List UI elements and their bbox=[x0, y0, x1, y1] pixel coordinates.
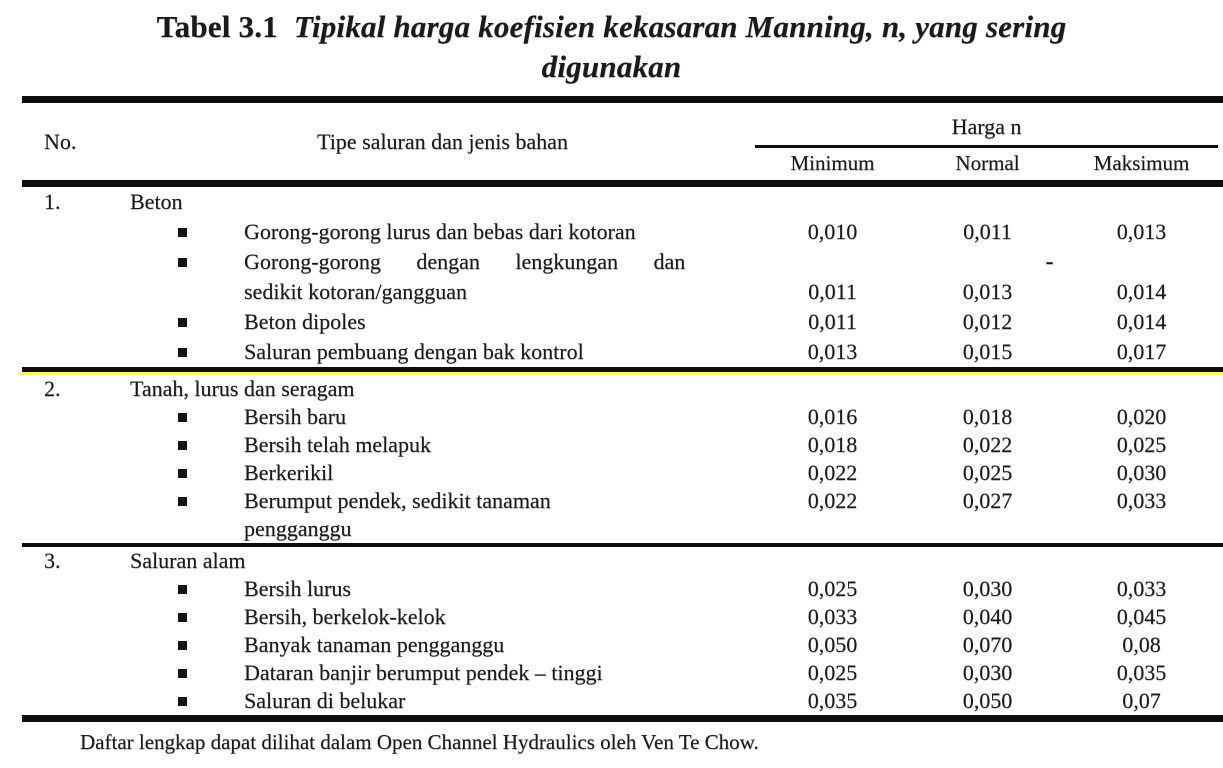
max-value: 0,017 bbox=[1116, 339, 1167, 364]
min-value: 0,018 bbox=[807, 432, 858, 457]
max-value: 0,025 bbox=[1116, 432, 1167, 457]
footnote: Daftar lengkap dapat dilihat dalam Open Channel Hydraulics oleh Ven Te Chow. bbox=[80, 730, 759, 754]
table-row bbox=[22, 247, 1218, 277]
max-value: 0,020 bbox=[1116, 404, 1167, 429]
table-header bbox=[22, 103, 1218, 180]
table-row bbox=[22, 575, 1218, 603]
max-value: 0,033 bbox=[1116, 576, 1167, 601]
row-label: Beton dipoles bbox=[244, 309, 366, 334]
normal-value: 0,030 bbox=[962, 660, 1013, 685]
sub-headers bbox=[755, 148, 1218, 179]
min-value: 0,050 bbox=[807, 632, 858, 657]
row-label: Bersih, berkelok-kelok bbox=[244, 604, 446, 629]
row-label: Banyak tanaman pengganggu bbox=[244, 632, 505, 657]
row-label: Gorong-gorong dengan lengkungan dan bbox=[244, 249, 686, 274]
column-header-normal: Normal bbox=[955, 151, 1020, 175]
table-row bbox=[22, 603, 1218, 631]
bullet-icon bbox=[178, 585, 187, 594]
bullet-icon bbox=[178, 469, 187, 478]
bullet-icon bbox=[178, 318, 187, 327]
row-label: Bersih telah melapuk bbox=[244, 432, 431, 457]
normal-value: 0,022 bbox=[962, 432, 1013, 457]
normal-value: 0,013 bbox=[962, 279, 1013, 304]
bullet-icon bbox=[178, 228, 187, 237]
bullet-icon bbox=[178, 497, 187, 506]
section-name: Beton bbox=[130, 189, 183, 214]
row-label: Saluran di belukar bbox=[244, 688, 406, 713]
max-value: 0,014 bbox=[1116, 279, 1167, 304]
bullet-icon bbox=[178, 641, 187, 650]
min-value: 0,010 bbox=[807, 219, 858, 244]
section-header-row bbox=[22, 375, 1218, 403]
row-label: Bersih baru bbox=[244, 404, 347, 429]
section-header-row bbox=[22, 547, 1218, 575]
section-number: 1. bbox=[44, 189, 61, 214]
max-value: 0,030 bbox=[1116, 460, 1167, 485]
min-value: 0,025 bbox=[807, 660, 858, 685]
bullet-icon bbox=[178, 669, 187, 678]
bullet-icon bbox=[178, 348, 187, 357]
row-label: Bersih lurus bbox=[244, 576, 351, 601]
table-row bbox=[22, 403, 1218, 431]
min-value: 0,025 bbox=[807, 576, 858, 601]
table-row bbox=[22, 307, 1218, 337]
section-header-row bbox=[22, 187, 1218, 217]
min-value: 0,033 bbox=[807, 604, 858, 629]
column-header-minimum: Minimum bbox=[790, 151, 875, 175]
normal-value: 0,018 bbox=[962, 404, 1013, 429]
normal-value: 0,027 bbox=[962, 488, 1013, 513]
row-label: Berkerikil bbox=[244, 460, 334, 485]
max-value: 0,045 bbox=[1116, 604, 1167, 629]
section-beton bbox=[22, 187, 1218, 367]
max-value: - bbox=[1045, 248, 1054, 275]
normal-value: 0,015 bbox=[962, 339, 1013, 364]
table-number-label: Tabel 3.1 bbox=[156, 9, 278, 44]
section-saluran-alam bbox=[22, 547, 1218, 715]
min-value: 0,035 bbox=[807, 688, 858, 713]
table-title-text-line2: digunakan bbox=[541, 49, 682, 84]
normal-value: 0,050 bbox=[962, 688, 1013, 713]
normal-value: 0,012 bbox=[962, 309, 1013, 334]
max-value: 0,033 bbox=[1116, 488, 1167, 513]
table-row-continuation bbox=[22, 515, 1218, 543]
bullet-icon bbox=[178, 613, 187, 622]
max-value: 0,07 bbox=[1122, 688, 1161, 713]
section-number: 2. bbox=[44, 376, 61, 401]
min-value: 0,022 bbox=[807, 460, 858, 485]
page-title bbox=[0, 0, 1223, 87]
row-label: Berumput pendek, sedikit tanaman bbox=[244, 488, 551, 513]
table-bottom-border bbox=[22, 715, 1223, 722]
min-value: 0,011 bbox=[808, 279, 857, 304]
column-header-maksimum: Maksimum bbox=[1093, 151, 1190, 175]
min-value: 0,016 bbox=[807, 404, 858, 429]
row-label: Gorong-gorong lurus dan bebas dari kotoran bbox=[244, 219, 636, 244]
bullet-icon bbox=[178, 413, 187, 422]
max-value: 0,014 bbox=[1116, 309, 1167, 334]
section-number: 3. bbox=[44, 548, 61, 573]
table-title-text: Tipikal harga koefisien kekasaran Manning, n, yang sering bbox=[293, 9, 1067, 44]
column-header-harga-n: Harga n bbox=[951, 114, 1022, 139]
bullet-icon bbox=[178, 441, 187, 450]
header-bottom-border bbox=[22, 180, 1223, 187]
section-name: Saluran alam bbox=[130, 548, 246, 573]
table-row bbox=[22, 687, 1218, 715]
table-row bbox=[22, 487, 1218, 515]
table-row bbox=[22, 631, 1218, 659]
manning-coefficient-table bbox=[22, 96, 1218, 756]
column-header-type: Tipe saluran dan jenis bahan bbox=[317, 128, 568, 154]
row-label: sedikit kotoran/gangguan bbox=[244, 279, 468, 304]
normal-value: 0,025 bbox=[962, 460, 1013, 485]
bullet-icon bbox=[178, 258, 187, 267]
row-label: Saluran pembuang dengan bak kontrol bbox=[244, 339, 584, 364]
table-row bbox=[22, 459, 1218, 487]
normal-value: 0,070 bbox=[962, 632, 1013, 657]
min-value: 0,013 bbox=[807, 339, 858, 364]
max-value: 0,08 bbox=[1122, 632, 1161, 657]
normal-value: 0,011 bbox=[963, 219, 1012, 244]
section-tanah bbox=[22, 375, 1218, 543]
bullet-icon bbox=[178, 697, 187, 706]
table-row bbox=[22, 337, 1218, 367]
table-row bbox=[22, 659, 1218, 687]
max-value: 0,035 bbox=[1116, 660, 1167, 685]
column-group-harga-n bbox=[755, 103, 1218, 180]
table-top-border bbox=[22, 96, 1223, 103]
max-value: 0,013 bbox=[1116, 219, 1167, 244]
table-row bbox=[22, 431, 1218, 459]
column-header-no: No. bbox=[44, 128, 77, 154]
table-row bbox=[22, 217, 1218, 247]
normal-value: 0,030 bbox=[962, 576, 1013, 601]
table-row-continuation bbox=[22, 277, 1218, 307]
row-label: pengganggu bbox=[244, 516, 352, 541]
min-value: 0,022 bbox=[807, 488, 858, 513]
section-name: Tanah, lurus dan seragam bbox=[130, 376, 355, 401]
normal-value: 0,040 bbox=[962, 604, 1013, 629]
row-label: Dataran banjir berumput pendek – tinggi bbox=[244, 660, 603, 685]
min-value: 0,011 bbox=[808, 309, 857, 334]
